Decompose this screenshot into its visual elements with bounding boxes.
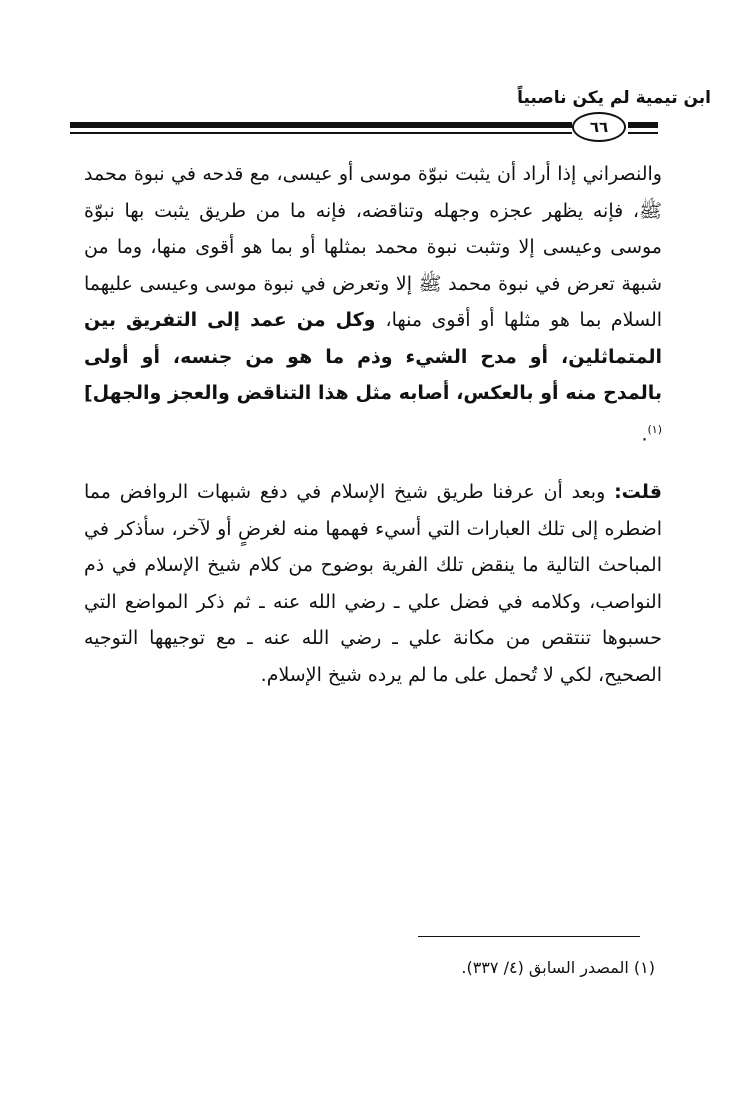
header-rule-thin	[70, 132, 572, 134]
header-rule-right-thin	[628, 132, 658, 134]
footnote-item	[155, 958, 655, 977]
quote-end: .	[641, 422, 648, 445]
footnote-text: المصدر السابق (٤/ ٣٣٧).	[461, 958, 629, 977]
page-number: ٦٦	[572, 112, 626, 142]
footnote-marker: (١)	[633, 958, 655, 977]
running-title: ابن تيمية لم يكن ناصبياً	[517, 88, 711, 108]
paragraph-commentary	[84, 474, 662, 693]
quote-regular-text: والنصراني إذا أراد أن يثبت نبوّة موسى أو عيسى، مع قدحه في نبوة محمد ﷺ، فإنه يظهر عجزه وجهله وتناقضه، فإنه ما من طريق يثبت بها نبوّة موسى وعيسى إلا وتثبت نبوة محمد بمثلها أو بما هو أقوى منها، وما من شبهة تعرض في نبوة محمد ﷺ إلا وتعرض في نبوة موسى وعيسى عليهما السلام بما هو مثلها أو أقوى منها،	[84, 163, 663, 331]
header-rule-right-thick	[628, 122, 658, 128]
footnote-divider	[418, 936, 640, 937]
commentary-label: قلت:	[614, 481, 662, 503]
commentary-text: وبعد أن عرفنا طريق شيخ الإسلام في دفع شبهات الروافض مما اضطره إلى تلك العبارات التي أسيء فهمها منه لغرضٍ أو لآخر، سأذكر في المباحث التالية ما ينقض تلك الفرية بوضوح من كلام شيخ الإسلام في ذم النواصب، وكلامه في فضل علي ـ رضي الله عنه ـ ثم ذكر المواضع التي حسبوها تنتقص من مكانة علي ـ رضي الله عنه ـ مع توجيهها التوجيه الصحيح، لكي لا تُحمل على ما لم يرده شيخ الإسلام.	[84, 481, 662, 686]
header-rule-thick	[70, 122, 572, 128]
footnote-reference[interactable]: (١)	[647, 422, 662, 436]
paragraph-quote	[84, 156, 662, 452]
quote-bold-text: وكل من عمد إلى التفريق بين المتماثلين، أو مدح الشيء وذم ما هو من جنسه، أو أولى بالمدح منه أو بالعكس، أصابه مثل هذا التناقض والعجز والجهل]	[84, 309, 662, 404]
